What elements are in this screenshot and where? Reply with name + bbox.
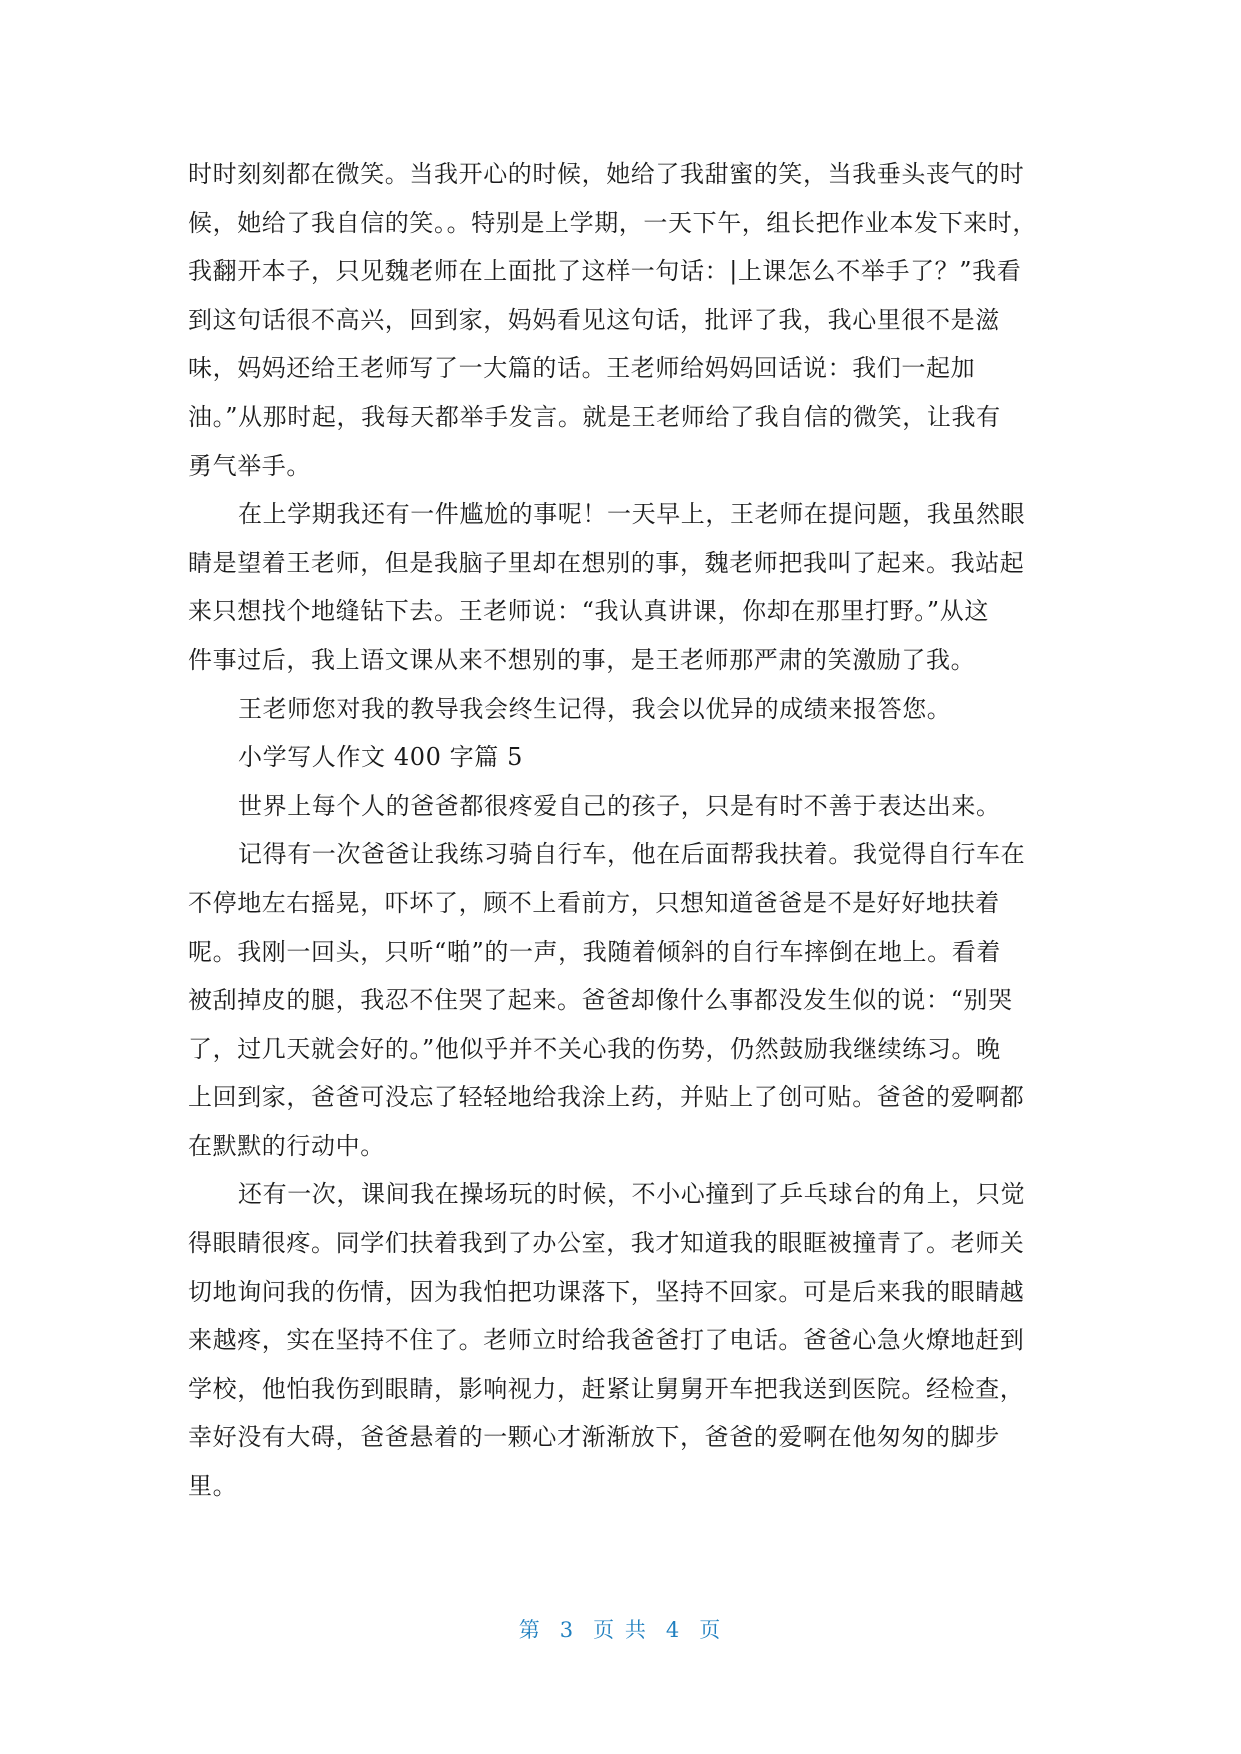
text-line: 王老师您对我的教导我会终生记得，我会以优异的成绩来报答您。 <box>238 694 952 723</box>
text-line: 到这句话很不高兴，回到家，妈妈看见这句话，批评了我，我心里很不是滋 <box>188 305 1000 334</box>
text-line: 了，过几天就会好的。”他似乎并不关心我的伤势，仍然鼓励我继续练习。晚 <box>188 1034 1001 1063</box>
current-page-number: 3 <box>559 1618 576 1642</box>
text-line: 在上学期我还有一件尴尬的事呢！一天早上，王老师在提问题，我虽然眼 <box>238 500 1026 529</box>
text-line: 切地询问我的伤情，因为我怕把功课落下，坚持不回家。可是后来我的眼睛越 <box>188 1277 1025 1306</box>
text-line: 被刮掉皮的腿，我忍不住哭了起来。爸爸却像什么事都没发生似的说：“别哭 <box>188 986 1013 1015</box>
text-line: 记得有一次爸爸让我练习骑自行车，他在后面帮我扶着。我觉得自行车在 <box>238 840 1026 869</box>
text-line: 我翻开本子，只见魏老师在上面批了这样一句话：|上课怎么不举手了？”我看 <box>188 257 1022 286</box>
text-line: 候，她给了我自信的笑。。特别是上学期，一天下午，组长把作业本发下来时， <box>188 208 1037 237</box>
text-line: 幸好没有大碍，爸爸悬着的一颗心才渐渐放下，爸爸的爱啊在他匆匆的脚步 <box>188 1423 1000 1452</box>
text-line: 里。 <box>188 1472 238 1501</box>
text-line: 还有一次，课间我在操场玩的时候，不小心撞到了乒乓球台的角上，只觉 <box>238 1180 1026 1209</box>
text-line: 不停地左右摇晃，吓坏了，顾不上看前方，只想知道爸爸是不是好好地扶着 <box>188 888 1000 917</box>
text-line: 勇气举手。 <box>188 451 311 480</box>
page-footer <box>0 1614 1241 1644</box>
text-line: 件事过后，我上语文课从来不想别的事，是王老师那严肃的笑激励了我。 <box>188 645 976 674</box>
text-line: 呢。我刚一回头，只听“啪”的一声，我随着倾斜的自行车摔倒在地上。看着 <box>188 937 1001 966</box>
text-line: 时时刻刻都在微笑。当我开心的时候，她给了我甜蜜的笑，当我垂头丧气的时 <box>188 160 1025 188</box>
text-line: 世界上每个人的爸爸都很疼爱自己的孩子，只是有时不善于表达出来。 <box>238 791 1001 820</box>
body-text <box>188 150 1058 1511</box>
total-page-count: 4 <box>665 1618 682 1642</box>
text-line: 学校，他怕我伤到眼睛，影响视力，赶紧让舅舅开车把我送到医院。经检查， <box>188 1374 1025 1403</box>
text-line: 得眼睛很疼。同学们扶着我到了办公室，我才知道我的眼眶被撞青了。老师关 <box>188 1229 1025 1258</box>
text-line: 睛是望着王老师，但是我脑子里却在想别的事，魏老师把我叫了起来。我站起 <box>188 548 1025 577</box>
text-line: 油。”从那时起，我每天都举手发言。就是王老师给了我自信的微笑，让我有 <box>188 402 1001 431</box>
text-line: 来只想找个地缝钻下去。王老师说：“我认真讲课，你却在那里打野。”从这 <box>188 597 989 626</box>
footer-middle: 页 共 <box>593 1618 648 1642</box>
footer-prefix: 第 <box>518 1618 542 1642</box>
text-line: 在默默的行动中。 <box>188 1131 385 1160</box>
text-line: 上回到家，爸爸可没忘了轻轻地给我涂上药，并贴上了创可贴。爸爸的爱啊都 <box>188 1083 1025 1112</box>
text-line: 来越疼，实在坚持不住了。老师立时给我爸爸打了电话。爸爸心急火燎地赶到 <box>188 1326 1025 1355</box>
footer-suffix: 页 <box>699 1618 723 1642</box>
text-line: 小学写人作文 400 字篇 5 <box>238 743 523 772</box>
text-line: 味，妈妈还给王老师写了一大篇的话。王老师给妈妈回话说：我们一起加 <box>188 354 976 383</box>
